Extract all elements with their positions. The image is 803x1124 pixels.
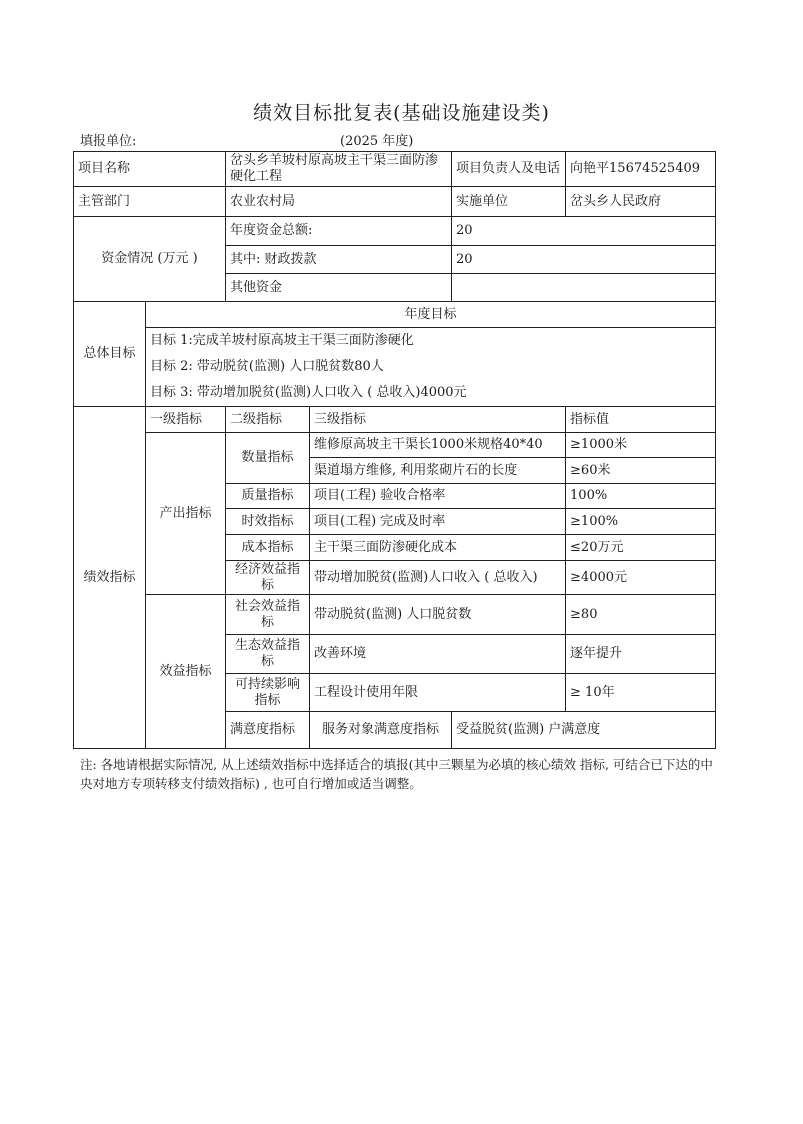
project-row [74, 152, 716, 187]
sustain-value: ≥ 10年 [566, 674, 716, 712]
unit-label: 填报单位: [80, 134, 137, 149]
sustain: 工程设计使用年限 [310, 674, 566, 712]
cost-label: 成本指标 [226, 535, 310, 561]
quantity-2-value: ≥60米 [566, 458, 716, 484]
eco: 改善环境 [310, 635, 566, 674]
time-label: 时效指标 [226, 509, 310, 535]
project-name: 岔头乡羊坡村原高坡主干渠三面防渗硬化工程 [226, 152, 452, 187]
benefit-label: 效益指标 [146, 595, 226, 749]
funds-total-value: 20 [452, 217, 716, 246]
goal-2: 目标 2: 带动脱贫(监测) 人口脱贫数80人 [150, 359, 384, 374]
perf-h3: 三级指标 [310, 407, 566, 433]
goals-header-row [74, 302, 716, 328]
impl-label: 实施单位 [452, 187, 566, 217]
goals-header: 年度目标 [146, 302, 716, 328]
social: 带动脱贫(监测) 人口脱贫数 [310, 595, 566, 635]
econ: 带动增加脱贫(监测)人口收入 ( 总收入) [310, 561, 566, 595]
dept-label: 主管部门 [74, 187, 226, 217]
cost-value: ≤20万元 [566, 535, 716, 561]
perf-h1: 一级指标 [146, 407, 226, 433]
quantity-2: 渠道塌方维修, 利用浆砌片石的长度 [310, 458, 566, 484]
perf-h2: 二级指标 [226, 407, 310, 433]
satis2-label: 服务对象满意度指标 [310, 712, 452, 749]
econ-value: ≥4000元 [566, 561, 716, 595]
cost: 主干渠三面防渗硬化成本 [310, 535, 566, 561]
year-label: (2025 年度) [340, 134, 414, 149]
goals-label: 总体目标 [74, 302, 146, 407]
contact-label: 项目负责人及电话 [452, 152, 566, 187]
satis: 受益脱贫(监测) 户满意度 [452, 712, 716, 749]
funds-other-value [452, 274, 716, 302]
quantity-1-value: ≥1000米 [566, 433, 716, 458]
goals-items-row [74, 328, 716, 407]
output-label: 产出指标 [146, 433, 226, 595]
perf-header-row [74, 407, 716, 433]
funds-label: 资金情况 (万元 ) [74, 217, 226, 302]
quality-label: 质量指标 [226, 484, 310, 509]
funds-fiscal-value: 20 [452, 246, 716, 274]
satis-label: 满意度指标 [226, 712, 310, 749]
funds-fiscal-label: 其中: 财政拨款 [226, 246, 452, 274]
time: 项目(工程) 完成及时率 [310, 509, 566, 535]
funds-total-row [74, 217, 716, 246]
contact-value: 向艳平15674525409 [566, 152, 716, 187]
social-value: ≥80 [566, 595, 716, 635]
quality-value: 100% [566, 484, 716, 509]
funds-other-label: 其他资金 [226, 274, 452, 302]
quantity-label: 数量指标 [226, 433, 310, 484]
project-name-label: 项目名称 [74, 152, 226, 187]
perf-label: 绩效指标 [74, 407, 146, 749]
social-row [74, 595, 716, 635]
goals-items [146, 328, 716, 407]
approval-table [73, 151, 716, 749]
perf-h4: 指标值 [566, 407, 716, 433]
impl-value: 岔头乡人民政府 [566, 187, 716, 217]
footnote: 注: 各地请根据实际情况, 从上述绩效指标中选择适合的填报(其中三颗星为必填的核心绩效 指标, 可结合已下达的中央对地方专项转移支付绩效指标) , 也可自行增加或适当调整。 [80, 757, 713, 791]
eco-value: 逐年提升 [566, 635, 716, 674]
time-value: ≥100% [566, 509, 716, 535]
quantity-row-1 [74, 433, 716, 458]
quality: 项目(工程) 验收合格率 [310, 484, 566, 509]
dept-row [74, 187, 716, 217]
social-label: 社会效益指标 [226, 595, 310, 635]
eco-label: 生态效益指标 [226, 635, 310, 674]
econ-label: 经济效益指标 [226, 561, 310, 595]
quantity-1: 维修原高坡主干渠长1000米规格40*40 [310, 433, 566, 458]
goal-1: 目标 1:完成羊坡村原高坡主干渠三面防渗硬化 [150, 333, 414, 348]
page-title: 绩效目标批复表(基础设施建设类) [253, 102, 550, 124]
dept-value: 农业农村局 [226, 187, 452, 217]
funds-total-label: 年度资金总额: [226, 217, 452, 246]
sustain-label: 可持续影响指标 [226, 674, 310, 712]
goal-3: 目标 3: 带动增加脱贫(监测)人口收入 ( 总收入)4000元 [150, 385, 467, 400]
